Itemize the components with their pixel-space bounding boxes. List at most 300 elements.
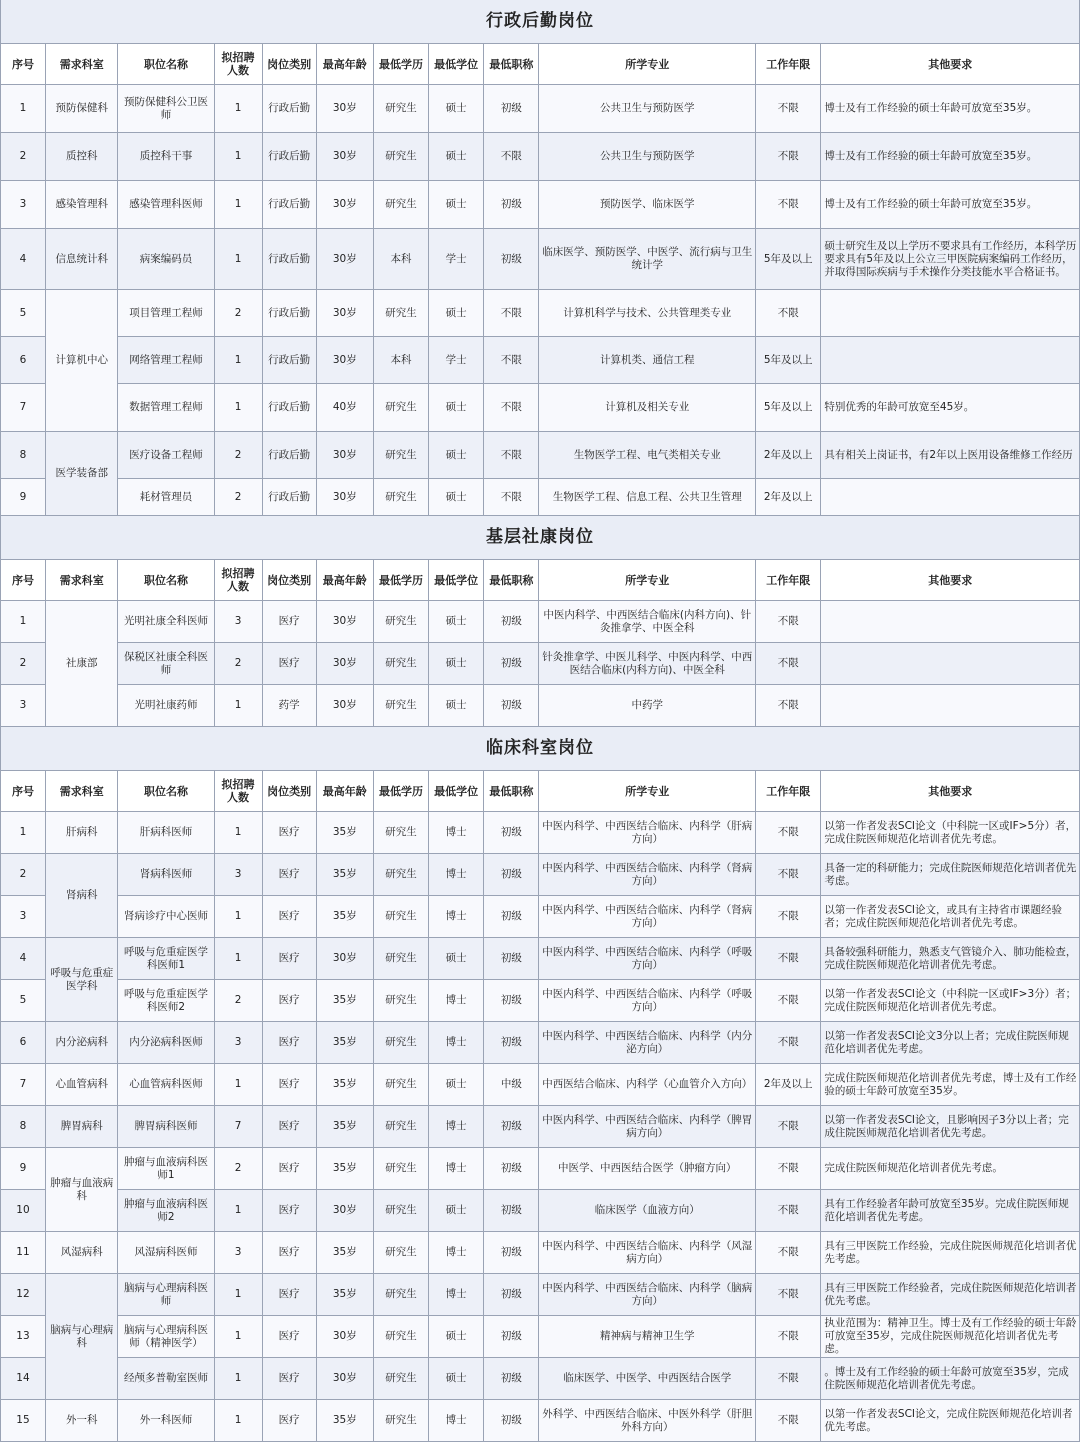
cell-age: 30岁	[316, 1316, 373, 1358]
table-row	[1, 181, 1080, 229]
table-row	[1, 938, 1080, 980]
cell-major: 中医内科学、中西医结合临床、内科学（脑病方向）	[539, 1274, 756, 1316]
cell-no: 11	[1, 1232, 46, 1274]
table-row	[1, 1274, 1080, 1316]
cell-no: 15	[1, 1400, 46, 1442]
column-header: 工作年限	[756, 44, 821, 85]
cell-pos: 呼吸与危重症医学科医师1	[118, 938, 214, 980]
cell-deg: 博士	[429, 1022, 484, 1064]
cell-deg: 博士	[429, 1148, 484, 1190]
cell-major: 中医内科学、中西医结合临床、内科学（肝病方向）	[539, 812, 756, 854]
cell-other: 硕士研究生及以上学历不要求具有工作经历，本科学历要求具有5年及以上公立三甲医院病案编码工作经历，并取得国际疾病与手术操作分类技能水平合格证书。	[821, 229, 1080, 290]
column-header: 最低学位	[429, 771, 484, 812]
cell-pos: 心血管病科医师	[118, 1064, 214, 1106]
cell-num: 3	[214, 854, 262, 896]
cell-pos: 风湿病科医师	[118, 1232, 214, 1274]
cell-num: 1	[214, 1064, 262, 1106]
cell-major: 外科学、中西医结合临床、中医外科学（肝胆外科方向）	[539, 1400, 756, 1442]
cell-age: 35岁	[316, 812, 373, 854]
cell-years: 2年及以上	[756, 479, 821, 516]
table-row	[1, 1190, 1080, 1232]
cell-num: 2	[214, 479, 262, 516]
header-row	[1, 560, 1080, 601]
cell-years: 不限	[756, 290, 821, 337]
cell-num: 2	[214, 980, 262, 1022]
cell-pos: 网络管理工程师	[118, 337, 214, 384]
cell-age: 35岁	[316, 1064, 373, 1106]
cell-other: 博士及有工作经验的硕士年龄可放宽至35岁。	[821, 133, 1080, 181]
cell-deg: 硕士	[429, 290, 484, 337]
cell-major: 中医内科学、中西医结合临床、内科学（肾病方向）	[539, 896, 756, 938]
cell-cat: 行政后勤	[262, 384, 316, 432]
column-header: 所学专业	[539, 771, 756, 812]
cell-years: 不限	[756, 601, 821, 643]
cell-no: 7	[1, 1064, 46, 1106]
cell-other	[821, 643, 1080, 685]
cell-dept: 信息统计科	[45, 229, 118, 290]
cell-cat: 医疗	[262, 938, 316, 980]
cell-years: 不限	[756, 1190, 821, 1232]
cell-dept: 脑病与心理病科	[45, 1274, 118, 1400]
cell-age: 30岁	[316, 601, 373, 643]
header-row	[1, 44, 1080, 85]
cell-pos: 经颅多普勒室医师	[118, 1358, 214, 1400]
cell-age: 35岁	[316, 1022, 373, 1064]
cell-edu: 研究生	[373, 1316, 428, 1358]
cell-major: 计算机科学与技术、公共管理类专业	[539, 290, 756, 337]
cell-deg: 硕士	[429, 685, 484, 727]
cell-pos: 肾病科医师	[118, 854, 214, 896]
cell-other: 。博士及有工作经验的硕士年龄可放宽至35岁，完成住院医师规范化培训者优先考虑。	[821, 1358, 1080, 1400]
table-row	[1, 1148, 1080, 1190]
cell-pos: 外一科医师	[118, 1400, 214, 1442]
column-header: 最低学位	[429, 44, 484, 85]
admin-section-table	[0, 43, 1080, 516]
cell-deg: 硕士	[429, 601, 484, 643]
cell-age: 35岁	[316, 1274, 373, 1316]
cell-no: 2	[1, 854, 46, 896]
cell-edu: 研究生	[373, 812, 428, 854]
cell-title: 初级	[484, 980, 539, 1022]
column-header: 最低职称	[484, 560, 539, 601]
cell-num: 2	[214, 290, 262, 337]
cell-title: 初级	[484, 1148, 539, 1190]
cell-major: 临床医学（血液方向）	[539, 1190, 756, 1232]
cell-deg: 学士	[429, 229, 484, 290]
table-row	[1, 1106, 1080, 1148]
cell-major: 中西医结合临床、内科学（心血管介入方向）	[539, 1064, 756, 1106]
cell-no: 3	[1, 896, 46, 938]
cell-num: 1	[214, 896, 262, 938]
column-header: 工作年限	[756, 771, 821, 812]
cell-years: 不限	[756, 181, 821, 229]
cell-age: 30岁	[316, 181, 373, 229]
cell-major: 中医内科学、中西医结合临床、内科学（内分泌方向）	[539, 1022, 756, 1064]
cell-edu: 研究生	[373, 1400, 428, 1442]
cell-cat: 医疗	[262, 854, 316, 896]
table-row	[1, 1400, 1080, 1442]
cell-cat: 行政后勤	[262, 229, 316, 290]
cell-other: 以第一作者发表SCI论文3分以上者；完成住院医师规范化培训者优先考虑。	[821, 1022, 1080, 1064]
admin-section-title: 行政后勤岗位	[0, 0, 1080, 43]
cell-deg: 硕士	[429, 1358, 484, 1400]
column-header: 岗位类别	[262, 44, 316, 85]
cell-cat: 医疗	[262, 896, 316, 938]
table-row	[1, 432, 1080, 479]
cell-years: 不限	[756, 1274, 821, 1316]
column-header: 拟招聘人数	[214, 560, 262, 601]
cell-deg: 博士	[429, 1232, 484, 1274]
cell-age: 35岁	[316, 980, 373, 1022]
clinical-section-table	[0, 770, 1080, 1442]
cell-cat: 医疗	[262, 812, 316, 854]
cell-pos: 脑病与心理病科医师（精神医学）	[118, 1316, 214, 1358]
cell-pos: 脑病与心理病科医师	[118, 1274, 214, 1316]
cell-cat: 医疗	[262, 1400, 316, 1442]
column-header: 需求科室	[45, 44, 118, 85]
cell-major: 临床医学、预防医学、中医学、流行病与卫生统计学	[539, 229, 756, 290]
cell-deg: 硕士	[429, 181, 484, 229]
cell-no: 2	[1, 643, 46, 685]
column-header: 职位名称	[118, 771, 214, 812]
cell-cat: 医疗	[262, 1106, 316, 1148]
cell-title: 初级	[484, 1358, 539, 1400]
cell-cat: 行政后勤	[262, 337, 316, 384]
table-row	[1, 85, 1080, 133]
cell-edu: 研究生	[373, 1274, 428, 1316]
cell-major: 精神病与精神卫生学	[539, 1316, 756, 1358]
table-row	[1, 812, 1080, 854]
cell-num: 1	[214, 1316, 262, 1358]
cell-edu: 研究生	[373, 432, 428, 479]
cell-age: 30岁	[316, 290, 373, 337]
table-row	[1, 1064, 1080, 1106]
cell-dept: 预防保健科	[45, 85, 118, 133]
table-row	[1, 133, 1080, 181]
cell-years: 不限	[756, 812, 821, 854]
cell-title: 初级	[484, 812, 539, 854]
cell-edu: 研究生	[373, 1022, 428, 1064]
column-header: 最低学历	[373, 560, 428, 601]
cell-major: 中医内科学、中西医结合临床、内科学（脾胃病方向）	[539, 1106, 756, 1148]
cell-edu: 研究生	[373, 1148, 428, 1190]
cell-deg: 硕士	[429, 1064, 484, 1106]
cell-edu: 研究生	[373, 601, 428, 643]
cell-edu: 研究生	[373, 85, 428, 133]
cell-cat: 医疗	[262, 601, 316, 643]
community-section-table	[0, 559, 1080, 727]
cell-dept: 外一科	[45, 1400, 118, 1442]
column-header: 职位名称	[118, 44, 214, 85]
cell-deg: 博士	[429, 854, 484, 896]
cell-dept: 风湿病科	[45, 1232, 118, 1274]
cell-cat: 行政后勤	[262, 181, 316, 229]
cell-title: 初级	[484, 229, 539, 290]
cell-num: 3	[214, 1022, 262, 1064]
cell-age: 35岁	[316, 1148, 373, 1190]
cell-no: 13	[1, 1316, 46, 1358]
cell-no: 14	[1, 1358, 46, 1400]
cell-cat: 医疗	[262, 1190, 316, 1232]
cell-age: 30岁	[316, 685, 373, 727]
cell-major: 中医内科学、中西医结合临床、内科学（风湿病方向）	[539, 1232, 756, 1274]
cell-no: 8	[1, 432, 46, 479]
cell-age: 35岁	[316, 1232, 373, 1274]
cell-deg: 硕士	[429, 85, 484, 133]
cell-num: 1	[214, 85, 262, 133]
cell-no: 3	[1, 181, 46, 229]
cell-title: 中级	[484, 1064, 539, 1106]
cell-pos: 数据管理工程师	[118, 384, 214, 432]
cell-major: 临床医学、中医学、中西医结合医学	[539, 1358, 756, 1400]
cell-years: 不限	[756, 1232, 821, 1274]
cell-deg: 博士	[429, 812, 484, 854]
column-header: 其他要求	[821, 560, 1080, 601]
cell-edu: 研究生	[373, 1064, 428, 1106]
cell-age: 30岁	[316, 337, 373, 384]
cell-title: 初级	[484, 601, 539, 643]
cell-age: 30岁	[316, 1190, 373, 1232]
cell-years: 不限	[756, 1358, 821, 1400]
cell-pos: 病案编码员	[118, 229, 214, 290]
cell-no: 2	[1, 133, 46, 181]
cell-pos: 项目管理工程师	[118, 290, 214, 337]
cell-edu: 研究生	[373, 1190, 428, 1232]
cell-major: 计算机及相关专业	[539, 384, 756, 432]
cell-edu: 本科	[373, 337, 428, 384]
cell-other: 具备较强科研能力，熟悉支气管镜介入、肺功能检查，完成住院医师规范化培训者优先考虑。	[821, 938, 1080, 980]
column-header: 最高年龄	[316, 560, 373, 601]
cell-no: 12	[1, 1274, 46, 1316]
cell-other: 以第一作者发表SCI论文（中科院一区或IF>3分）者；完成住院医师规范化培训者优先考虑。	[821, 980, 1080, 1022]
community-section-title: 基层社康岗位	[0, 516, 1080, 559]
cell-title: 不限	[484, 479, 539, 516]
table-row	[1, 1316, 1080, 1358]
cell-major: 中医内科学、中西医结合临床、内科学（肾病方向）	[539, 854, 756, 896]
cell-dept: 计算机中心	[45, 290, 118, 432]
cell-other	[821, 290, 1080, 337]
column-header: 其他要求	[821, 44, 1080, 85]
cell-title: 初级	[484, 1232, 539, 1274]
cell-pos: 医疗设备工程师	[118, 432, 214, 479]
cell-years: 5年及以上	[756, 384, 821, 432]
cell-dept: 呼吸与危重症医学科	[45, 938, 118, 1022]
cell-other: 执业范围为：精神卫生。博士及有工作经验的硕士年龄可放宽至35岁，完成住院医师规范化培训者优先考虑。	[821, 1316, 1080, 1358]
cell-cat: 医疗	[262, 643, 316, 685]
cell-deg: 硕士	[429, 479, 484, 516]
cell-deg: 硕士	[429, 1190, 484, 1232]
table-row	[1, 1232, 1080, 1274]
cell-edu: 本科	[373, 229, 428, 290]
cell-major: 中医内科学、中西医结合临床(内科方向)、针灸推拿学、中医全科	[539, 601, 756, 643]
cell-edu: 研究生	[373, 643, 428, 685]
cell-edu: 研究生	[373, 290, 428, 337]
cell-age: 30岁	[316, 938, 373, 980]
cell-edu: 研究生	[373, 133, 428, 181]
cell-major: 计算机类、通信工程	[539, 337, 756, 384]
cell-num: 1	[214, 938, 262, 980]
cell-edu: 研究生	[373, 1106, 428, 1148]
cell-years: 不限	[756, 1148, 821, 1190]
cell-no: 9	[1, 479, 46, 516]
column-header: 序号	[1, 771, 46, 812]
column-header: 所学专业	[539, 44, 756, 85]
cell-deg: 学士	[429, 337, 484, 384]
cell-no: 4	[1, 229, 46, 290]
cell-title: 不限	[484, 133, 539, 181]
cell-age: 30岁	[316, 432, 373, 479]
cell-years: 5年及以上	[756, 337, 821, 384]
cell-dept: 质控科	[45, 133, 118, 181]
cell-other: 特别优秀的年龄可放宽至45岁。	[821, 384, 1080, 432]
cell-major: 生物医学工程、电气类相关专业	[539, 432, 756, 479]
cell-deg: 硕士	[429, 432, 484, 479]
table-row	[1, 479, 1080, 516]
cell-num: 1	[214, 133, 262, 181]
cell-years: 不限	[756, 643, 821, 685]
clinical-section-title: 临床科室岗位	[0, 727, 1080, 770]
cell-age: 30岁	[316, 85, 373, 133]
cell-years: 不限	[756, 896, 821, 938]
cell-pos: 保税区社康全科医师	[118, 643, 214, 685]
cell-major: 中医内科学、中西医结合临床、内科学（呼吸方向）	[539, 938, 756, 980]
cell-pos: 肝病科医师	[118, 812, 214, 854]
cell-num: 3	[214, 601, 262, 643]
cell-age: 35岁	[316, 854, 373, 896]
cell-no: 9	[1, 1148, 46, 1190]
cell-no: 1	[1, 812, 46, 854]
cell-years: 不限	[756, 1316, 821, 1358]
cell-pos: 肿瘤与血液病科医师1	[118, 1148, 214, 1190]
cell-cat: 医疗	[262, 980, 316, 1022]
cell-years: 5年及以上	[756, 229, 821, 290]
table-row	[1, 337, 1080, 384]
cell-deg: 硕士	[429, 133, 484, 181]
cell-deg: 博士	[429, 1274, 484, 1316]
cell-cat: 医疗	[262, 1274, 316, 1316]
cell-major: 中药学	[539, 685, 756, 727]
table-row	[1, 290, 1080, 337]
cell-other: 以第一作者发表SCI论文，且影响因子3分以上者；完成住院医师规范化培训者优先考虑。	[821, 1106, 1080, 1148]
cell-no: 5	[1, 290, 46, 337]
cell-title: 初级	[484, 685, 539, 727]
cell-major: 中医内科学、中西医结合临床、内科学（呼吸方向）	[539, 980, 756, 1022]
cell-deg: 硕士	[429, 1316, 484, 1358]
cell-dept: 肾病科	[45, 854, 118, 938]
cell-deg: 硕士	[429, 384, 484, 432]
cell-other: 以第一作者发表SCI论文（中科院一区或IF>5分）者，完成住院医师规范化培训者优先考虑。	[821, 812, 1080, 854]
cell-pos: 脾胃病科医师	[118, 1106, 214, 1148]
cell-no: 4	[1, 938, 46, 980]
cell-no: 5	[1, 980, 46, 1022]
cell-major: 公共卫生与预防医学	[539, 133, 756, 181]
column-header: 岗位类别	[262, 560, 316, 601]
cell-cat: 行政后勤	[262, 133, 316, 181]
cell-num: 1	[214, 1274, 262, 1316]
cell-num: 1	[214, 181, 262, 229]
cell-other: 博士及有工作经验的硕士年龄可放宽至35岁。	[821, 181, 1080, 229]
cell-age: 30岁	[316, 229, 373, 290]
cell-no: 6	[1, 337, 46, 384]
cell-age: 40岁	[316, 384, 373, 432]
cell-num: 3	[214, 1232, 262, 1274]
cell-cat: 医疗	[262, 1022, 316, 1064]
cell-title: 初级	[484, 181, 539, 229]
cell-edu: 研究生	[373, 938, 428, 980]
cell-edu: 研究生	[373, 980, 428, 1022]
cell-title: 初级	[484, 1400, 539, 1442]
cell-cat: 药学	[262, 685, 316, 727]
cell-dept: 心血管病科	[45, 1064, 118, 1106]
cell-title: 初级	[484, 854, 539, 896]
table-row	[1, 229, 1080, 290]
column-header: 工作年限	[756, 560, 821, 601]
cell-no: 1	[1, 85, 46, 133]
cell-deg: 博士	[429, 1400, 484, 1442]
cell-other: 具有三甲医院工作经验，完成住院医师规范化培训者优先考虑。	[821, 1232, 1080, 1274]
cell-num: 1	[214, 229, 262, 290]
cell-age: 35岁	[316, 1400, 373, 1442]
column-header: 所学专业	[539, 560, 756, 601]
cell-edu: 研究生	[373, 1232, 428, 1274]
cell-other: 以第一作者发表SCI论文，或具有主持省市课题经验者；完成住院医师规范化培训者优先考虑。	[821, 896, 1080, 938]
cell-no: 6	[1, 1022, 46, 1064]
cell-deg: 博士	[429, 896, 484, 938]
cell-other: 具有三甲医院工作经验者，完成住院医师规范化培训者优先考虑。	[821, 1274, 1080, 1316]
cell-title: 初级	[484, 938, 539, 980]
cell-other	[821, 337, 1080, 384]
cell-edu: 研究生	[373, 181, 428, 229]
table-row	[1, 685, 1080, 727]
cell-dept: 肝病科	[45, 812, 118, 854]
column-header: 拟招聘人数	[214, 771, 262, 812]
cell-pos: 呼吸与危重症医学科医师2	[118, 980, 214, 1022]
cell-edu: 研究生	[373, 896, 428, 938]
cell-deg: 博士	[429, 1106, 484, 1148]
cell-age: 35岁	[316, 1106, 373, 1148]
cell-age: 30岁	[316, 133, 373, 181]
cell-title: 初级	[484, 1274, 539, 1316]
cell-no: 8	[1, 1106, 46, 1148]
column-header: 最高年龄	[316, 44, 373, 85]
cell-dept: 社康部	[45, 601, 118, 727]
table-row	[1, 1358, 1080, 1400]
cell-num: 1	[214, 384, 262, 432]
cell-title: 初级	[484, 1316, 539, 1358]
cell-pos: 肿瘤与血液病科医师2	[118, 1190, 214, 1232]
cell-other: 具备一定的科研能力；完成住院医师规范化培训者优先考虑。	[821, 854, 1080, 896]
cell-cat: 医疗	[262, 1064, 316, 1106]
column-header: 岗位类别	[262, 771, 316, 812]
cell-cat: 行政后勤	[262, 432, 316, 479]
cell-title: 初级	[484, 896, 539, 938]
table-row	[1, 896, 1080, 938]
cell-title: 不限	[484, 384, 539, 432]
cell-other: 具有工作经验者年龄可放宽至35岁。完成住院医师规范化培训者优先考虑。	[821, 1190, 1080, 1232]
cell-pos: 耗材管理员	[118, 479, 214, 516]
table-row	[1, 1022, 1080, 1064]
cell-title: 初级	[484, 643, 539, 685]
cell-pos: 光明社康药师	[118, 685, 214, 727]
cell-age: 35岁	[316, 896, 373, 938]
cell-cat: 行政后勤	[262, 85, 316, 133]
cell-cat: 医疗	[262, 1358, 316, 1400]
cell-years: 不限	[756, 854, 821, 896]
cell-title: 不限	[484, 337, 539, 384]
cell-dept: 脾胃病科	[45, 1106, 118, 1148]
cell-other: 具有相关上岗证书，有2年以上医用设备维修工作经历	[821, 432, 1080, 479]
cell-edu: 研究生	[373, 384, 428, 432]
